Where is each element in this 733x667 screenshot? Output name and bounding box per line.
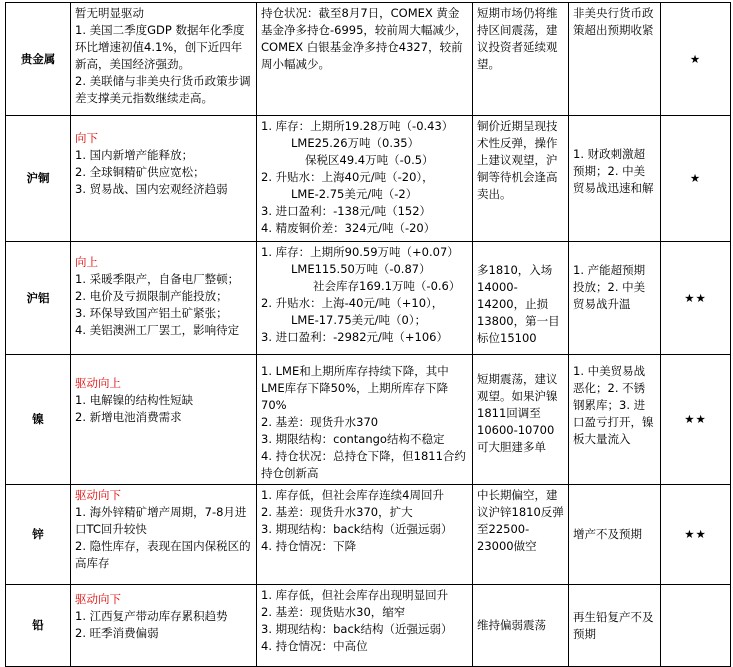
driver-item: 1. 美国二季度GDP 数据年化季度环比增速初值4.1%，创下近四年新高，美国经济强劲。: [75, 23, 245, 71]
fundamentals-cell: [257, 355, 473, 485]
rating-stars: ★★: [661, 485, 731, 585]
rating-stars: ★★: [661, 355, 731, 485]
direction-label: 向上: [75, 255, 98, 269]
risk-cell: 1. 财政刺激超预期；2. 中美贸易战迅速和解: [569, 116, 661, 242]
table-row: [6, 242, 731, 355]
risk-cell: 再生铅复产不及预期: [569, 585, 661, 667]
direction-label: 驱动向上: [75, 376, 121, 390]
fundamentals-cell: [257, 242, 473, 355]
fundamental-item: 1. 库存：上期所19.28万吨（-0.43）: [261, 119, 454, 133]
commodity-name: 锌: [6, 485, 71, 585]
fundamental-item: 2. 基差：现货贴水30，缩窄: [261, 605, 406, 619]
commodity-name: 镍: [6, 355, 71, 485]
risk-cell: 1. 产能超预期投放；2. 中美贸易战升温: [569, 242, 661, 355]
driver-item: 2. 旺季消费偏弱: [75, 626, 159, 640]
rating-stars: [661, 585, 731, 667]
rating-stars: ★★: [661, 242, 731, 355]
risk-cell: 增产不及预期: [569, 485, 661, 585]
direction-label: 驱动向下: [75, 592, 121, 606]
driver-item: 4. 美铝澳洲工厂罢工，影响待定: [75, 323, 240, 337]
fundamental-item: 2. 升贴水：上海40元/吨（-20），: [261, 170, 434, 184]
fundamental-item: 3. 期现结构：back结构（近强远弱）: [261, 522, 453, 536]
fundamental-item: LME25.26万吨（0.35）: [291, 136, 420, 150]
driver-item: 2. 电价及亏损限制产能投放；: [75, 289, 228, 303]
drivers-cell: [71, 3, 257, 116]
commodity-name: 贵金属: [6, 3, 71, 116]
direction-label: 向下: [75, 131, 98, 145]
fundamentals-cell: [257, 585, 473, 667]
drivers-cell: [71, 585, 257, 667]
fundamental-item: 3. 进口盈利：-2982元/吨（+106）: [261, 330, 449, 344]
strategy-cell: 多1810，入场14000-14200，止损13800，第一目标位15100: [473, 242, 569, 355]
fundamental-item: 1. 库存低，但社会库存连续4周回升: [261, 488, 444, 502]
drivers-cell: [71, 355, 257, 485]
driver-item: 1. 江西复产带动库存累积趋势: [75, 609, 228, 623]
strategy-cell: 短期震荡，建议观望。如果沪镍1811回调至10600-10700可大胆建多单: [473, 355, 569, 485]
fundamental-item: 1. LME和上期所库存持续下降，其中LME库存下降50%，上期所库存下降70%: [261, 364, 449, 412]
fundamental-item: 2. 升贴水：上海-40元/吨（+10），: [261, 296, 444, 310]
commodity-name: 铅: [6, 585, 71, 667]
fundamental-item: 4. 持仓情况：下降: [261, 539, 357, 553]
table-row: [6, 3, 731, 116]
commodity-name: 沪铝: [6, 242, 71, 355]
driver-item: 3. 环保导致国产铝土矿紧张；: [75, 306, 228, 320]
drivers-cell: [71, 485, 257, 585]
fundamental-item: 3. 期现结构：back结构（近强远弱）: [261, 622, 453, 636]
fundamental-item: 持仓状况：截至8月7日，COMEX 黄金基金净多持仓-6995，较前周大幅减少，COMEX 白银基金净多持仓4327，较前周小幅减少。: [261, 6, 467, 71]
fundamental-item: 1. 库存低，但社会库存出现明显回升: [261, 588, 449, 602]
direction-label: 暂无明显驱动: [75, 6, 144, 20]
direction-label: 驱动向下: [75, 488, 121, 502]
table-row: [6, 585, 731, 667]
fundamentals-cell: [257, 116, 473, 242]
table-row: [6, 355, 731, 485]
rating-stars: ★: [661, 116, 731, 242]
fundamental-item: 4. 持仓情况：中高位: [261, 639, 368, 653]
fundamentals-cell: [257, 485, 473, 585]
commodity-name: 沪铜: [6, 116, 71, 242]
driver-item: 2. 隐性库存，表现在国内保税区的高库存: [75, 539, 251, 570]
strategy-cell: 铜价近期呈现技术性反弹，操作上建议观望，沪铜等待机会逢高卖出。: [473, 116, 569, 242]
driver-item: 3. 贸易战、国内宏观经济趋弱: [75, 182, 228, 196]
drivers-cell: [71, 242, 257, 355]
risk-cell: 1. 中美贸易战恶化；2. 不锈钢累库；3. 进口盈亏打开，镍板大量流入: [569, 355, 661, 485]
fundamental-item: LME115.50万吨（-0.87）: [291, 262, 431, 276]
fundamental-item: 3. 期限结构：contango结构不稳定: [261, 432, 445, 446]
driver-item: 1. 海外锌精矿增产周期，7-8月进口TC回升较快: [75, 505, 247, 536]
driver-item: 2. 新增电池消费需求: [75, 410, 182, 424]
fundamental-item: 4. 精废铜价差：324元/吨（-20）: [261, 221, 436, 235]
risk-cell: 非美央行货币政策超出预期收紧: [569, 3, 661, 116]
fundamental-item: 1. 库存：上期所90.59万吨（+0.07）: [261, 245, 459, 259]
strategy-cell: 短期市场仍将维持区间震荡，建议投资者延续观望。: [473, 3, 569, 116]
fundamentals-cell: [257, 3, 473, 116]
commodity-outlook-table: [5, 2, 731, 667]
driver-item: 2. 全球铜精矿供应宽松；: [75, 165, 205, 179]
fundamental-item: 4. 持仓状况：总持仓下降，但1811合约持仓创新高: [261, 449, 466, 480]
table-row: [6, 116, 731, 242]
driver-item: 2. 美联储与非美央行货币政策步调差支撑美元指数继续走高。: [75, 74, 251, 105]
fundamental-item: 2. 基差：现货升水370: [261, 415, 379, 429]
strategy-cell: 维持偏弱震荡: [473, 585, 569, 667]
fundamental-item: LME-17.75美元/吨（0）；: [291, 313, 427, 327]
fundamental-item: 3. 进口盈利：-138元/吨（152）: [261, 204, 432, 218]
fundamental-item: 保税区49.4万吨（-0.5）: [305, 153, 434, 167]
rating-stars: ★: [661, 3, 731, 116]
driver-item: 1. 国内新增产能释放；: [75, 148, 194, 162]
fundamental-item: LME-2.75美元/吨（-2）: [291, 187, 418, 201]
driver-item: 1. 采暖季限产，自备电厂整顿；: [75, 272, 240, 286]
strategy-cell: 中长期偏空，建议沪锌1810反弹至22500-23000做空: [473, 485, 569, 585]
fundamental-item: 社会库存169.1万吨（-0.6）: [313, 279, 461, 293]
drivers-cell: [71, 116, 257, 242]
driver-item: 1. 电解镍的结构性短缺: [75, 393, 194, 407]
table-row: [6, 485, 731, 585]
fundamental-item: 2. 基差：现货升水370，扩大: [261, 505, 413, 519]
